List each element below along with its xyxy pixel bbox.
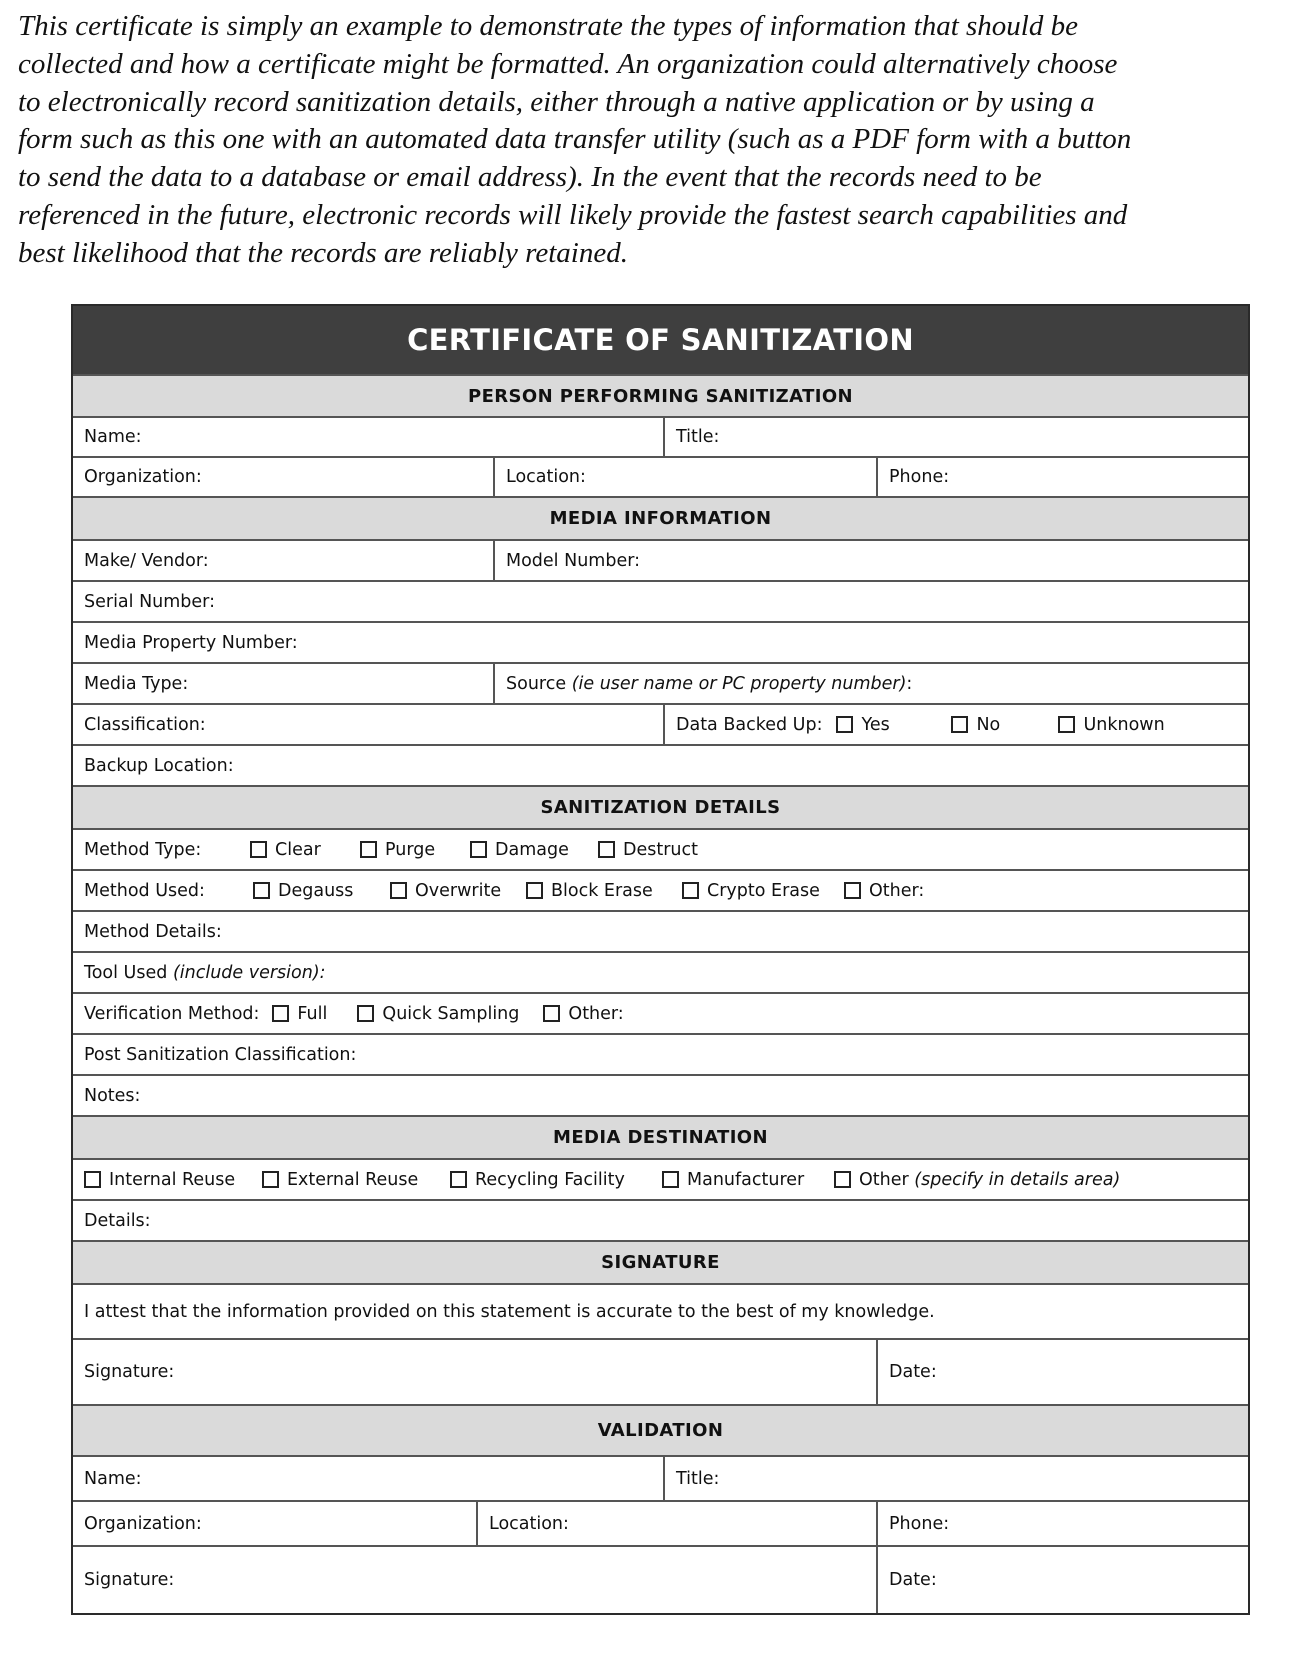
section-media-heading: MEDIA INFORMATION xyxy=(73,496,1248,539)
checkbox-icon xyxy=(357,1005,374,1022)
backed-up-unknown-checkbox[interactable]: Unknown xyxy=(1058,715,1164,735)
checkbox-icon xyxy=(526,882,543,899)
destination-external-reuse-checkbox[interactable]: External Reuse xyxy=(262,1170,450,1190)
method-used-row xyxy=(73,869,1248,910)
certificate-title: CERTIFICATE OF SANITIZATION xyxy=(73,306,1248,374)
destination-manufacturer-checkbox[interactable]: Manufacturer xyxy=(662,1170,834,1190)
section-validation-heading: VALIDATION xyxy=(73,1404,1248,1455)
backed-up-yes-checkbox[interactable]: Yes xyxy=(836,715,951,735)
destination-recycling-facility-checkbox[interactable]: Recycling Facility xyxy=(450,1170,662,1190)
checkbox-icon xyxy=(543,1005,560,1022)
method-details-row xyxy=(73,910,1248,951)
certificate-form xyxy=(71,304,1250,1615)
tool-used-hint: (include version): xyxy=(172,962,326,983)
post-sanitization-classification-field[interactable]: Post Sanitization Classification: xyxy=(84,1044,357,1065)
method-clear-checkbox[interactable]: Clear xyxy=(250,840,360,860)
method-overwrite-checkbox[interactable]: Overwrite xyxy=(390,881,526,901)
notes-field[interactable]: Notes: xyxy=(84,1085,141,1106)
source-hint: (ie user name or PC property number) xyxy=(571,673,907,694)
backup-location-field[interactable]: Backup Location: xyxy=(84,755,234,776)
checkbox-icon xyxy=(253,882,270,899)
backed-up-no-checkbox[interactable]: No xyxy=(951,715,1058,735)
method-other-checkbox[interactable]: Other: xyxy=(844,881,924,901)
signature-date-field[interactable]: Date: xyxy=(876,1340,1248,1404)
media-row-3 xyxy=(73,621,1248,662)
validation-row-3 xyxy=(73,1545,1248,1613)
validation-name-field[interactable]: Name: xyxy=(84,1468,142,1489)
section-destination-heading: MEDIA DESTINATION xyxy=(73,1115,1248,1158)
checkbox-icon xyxy=(250,841,267,858)
method-used-group: Method Used: Degauss Overwrite Block Erase Crypto Erase Other: xyxy=(84,880,925,901)
destination-internal-reuse-checkbox[interactable]: Internal Reuse xyxy=(84,1170,262,1190)
intro-line: referenced in the future, electronic records will likely provide the fastest search capabilities and xyxy=(18,198,1128,231)
validation-date-field[interactable]: Date: xyxy=(876,1547,1248,1613)
tool-used-field[interactable]: Tool Used (include version): xyxy=(84,962,326,983)
intro-line: best likelihood that the records are reliably retained. xyxy=(18,236,628,269)
media-row-6 xyxy=(73,744,1248,785)
verification-other-checkbox[interactable]: Other: xyxy=(543,1004,623,1024)
person-phone-field[interactable]: Phone: xyxy=(876,458,1248,496)
checkbox-icon xyxy=(84,1171,101,1188)
serial-number-field[interactable]: Serial Number: xyxy=(84,591,215,612)
method-block-erase-checkbox[interactable]: Block Erase xyxy=(526,881,682,901)
media-row-2 xyxy=(73,580,1248,621)
checkbox-icon xyxy=(450,1171,467,1188)
checkbox-icon xyxy=(272,1005,289,1022)
checkbox-icon xyxy=(470,841,487,858)
person-organization-field[interactable]: Organization: xyxy=(84,467,202,487)
make-vendor-field[interactable]: Make/ Vendor: xyxy=(84,550,209,571)
validation-phone-field[interactable]: Phone: xyxy=(876,1502,1248,1545)
section-sanitization-heading: SANITIZATION DETAILS xyxy=(73,785,1248,828)
method-type-row xyxy=(73,828,1248,869)
section-person-heading: PERSON PERFORMING SANITIZATION xyxy=(73,374,1248,416)
validation-title-field[interactable]: Title: xyxy=(663,1457,1248,1500)
person-row-1 xyxy=(73,416,1248,456)
checkbox-icon xyxy=(682,882,699,899)
destination-options-row xyxy=(73,1158,1248,1199)
person-row-2 xyxy=(73,456,1248,496)
notes-row xyxy=(73,1074,1248,1115)
method-damage-checkbox[interactable]: Damage xyxy=(470,840,598,860)
media-type-field[interactable]: Media Type: xyxy=(84,673,189,694)
media-property-number-field[interactable]: Media Property Number: xyxy=(84,632,298,653)
destination-other-checkbox[interactable]: Other (specify in details area) xyxy=(834,1170,1120,1190)
person-location-field[interactable]: Location: xyxy=(493,458,876,496)
checkbox-icon xyxy=(360,841,377,858)
intro-paragraph xyxy=(18,8,1293,273)
person-name-field[interactable]: Name: xyxy=(84,427,142,447)
tool-used-row xyxy=(73,951,1248,992)
verification-full-checkbox[interactable]: Full xyxy=(272,1004,357,1024)
destination-options-group xyxy=(73,1160,1248,1199)
checkbox-icon xyxy=(834,1171,851,1188)
source-field[interactable]: Source (ie user name or PC property number) : xyxy=(493,664,1248,703)
validation-location-field[interactable]: Location: xyxy=(476,1502,876,1545)
model-number-field[interactable]: Model Number: xyxy=(493,541,1248,580)
checkbox-icon xyxy=(662,1171,679,1188)
method-crypto-erase-checkbox[interactable]: Crypto Erase xyxy=(682,881,844,901)
method-purge-checkbox[interactable]: Purge xyxy=(360,840,470,860)
destination-details-field[interactable]: Details: xyxy=(84,1210,151,1231)
checkbox-icon xyxy=(1058,716,1075,733)
media-row-5 xyxy=(73,703,1248,744)
checkbox-icon xyxy=(951,716,968,733)
intro-line: This certificate is simply an example to demonstrate the types of information that should be xyxy=(18,10,1078,42)
signature-row xyxy=(73,1338,1248,1404)
checkbox-icon xyxy=(262,1171,279,1188)
destination-details-row xyxy=(73,1199,1248,1240)
validation-organization-field[interactable]: Organization: xyxy=(84,1513,202,1534)
destination-other-hint: (specify in details area) xyxy=(914,1169,1121,1190)
validation-row-2 xyxy=(73,1500,1248,1545)
checkbox-icon xyxy=(390,882,407,899)
checkbox-icon xyxy=(598,841,615,858)
method-type-group: Method Type: Clear Purge Damage Destruct xyxy=(84,839,698,860)
validation-row-1 xyxy=(73,1455,1248,1500)
signature-field[interactable]: Signature: xyxy=(84,1362,175,1382)
intro-line: form such as this one with an automated data transfer utility (such as a PDF form with a button xyxy=(18,123,1132,156)
intro-line: to electronically record sanitization details, either through a native application or by using a xyxy=(18,85,1095,118)
attestation-statement: I attest that the information provided on this statement is accurate to the best of my knowledge. xyxy=(84,1301,935,1322)
section-signature-heading: SIGNATURE xyxy=(73,1240,1248,1283)
person-title-field[interactable]: Title: xyxy=(663,418,1248,456)
method-destruct-checkbox[interactable]: Destruct xyxy=(598,840,698,860)
intro-line: to send the data to a database or email address). In the event that the records need to be xyxy=(18,161,1042,194)
verification-row xyxy=(73,992,1248,1033)
media-row-4 xyxy=(73,662,1248,703)
checkbox-icon xyxy=(836,716,853,733)
intro-line: collected and how a certificate might be formatted. An organization could alternatively choose xyxy=(18,47,1118,80)
classification-field[interactable]: Classification: xyxy=(84,714,206,735)
data-backed-up-group: Data Backed Up: Yes No Unknown xyxy=(663,705,1248,744)
method-details-field[interactable]: Method Details: xyxy=(84,921,222,942)
validation-signature-field[interactable]: Signature: xyxy=(84,1570,175,1590)
attestation-row xyxy=(73,1283,1248,1338)
checkbox-icon xyxy=(844,882,861,899)
verification-quick-sampling-checkbox[interactable]: Quick Sampling xyxy=(357,1004,543,1024)
method-degauss-checkbox[interactable]: Degauss xyxy=(253,881,390,901)
post-classification-row xyxy=(73,1033,1248,1074)
media-row-1 xyxy=(73,539,1248,580)
verification-method-group: Verification Method: Full Quick Sampling Other: xyxy=(84,1003,624,1024)
